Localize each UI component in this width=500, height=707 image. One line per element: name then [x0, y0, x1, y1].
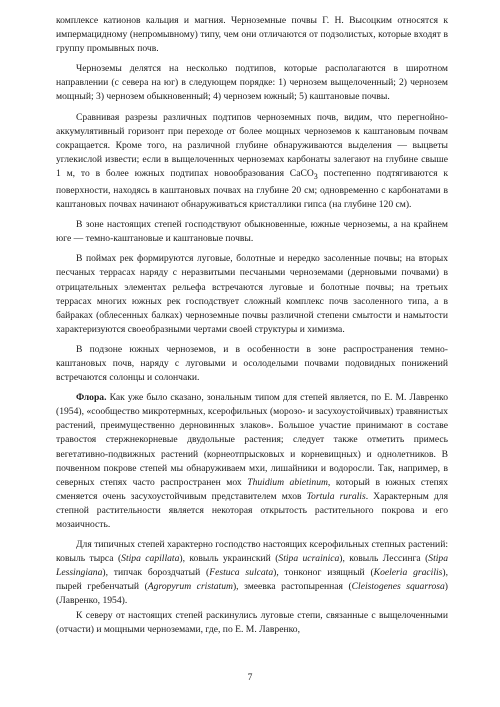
- paragraph: [56, 218, 448, 246]
- text-run: ), ковыль украинский (: [179, 553, 279, 565]
- text-run: Как уже было сказано, зональным типом для степей является, по Е. М. Лавренко (1954), «сообщество микротермных, ксерофильных (морозо- и засухоустойчивых) травянистых растений, преимущественно дерновинных злаков». Большое участие принимают в составе травостоя стержнекорневые двудольные растения; следует также отметить примесь вегетативно-подвижных растений (корнеотпрысковых и корневищных) и однолетников. В почвенном покрове степей мы обнаруживаем мхи, лишайники и водоросли. Так, например, в северных степях часто распространен мох: [56, 392, 448, 488]
- text-run: . Характерным для степной растительности является некоторая открытость растительного покрова и его мозаичность.: [56, 490, 448, 530]
- text-run: В поймах рек формируются луговые, болотные и нередко засоленные почвы; на вторых песчаных террасах наряду с неразвитыми песчаными черноземами (дерновыми почвами) в отрицательных элементах рельефа встречаются луговые и болотные почвы; на третьих террасах многих южных рек господствует сложный комплекс почв засоленного типа, а в байраках (облесенных балках) черноземные почвы различной степени смытости и намытости характеризуются своеобразными чертами своей структуры и химизма.: [56, 253, 448, 335]
- page-number: 7: [247, 672, 253, 683]
- text-run: ), типчак бороздчатый (: [102, 567, 210, 579]
- latin-name: Agropyrum cristatum: [147, 581, 233, 593]
- paragraph: [56, 343, 448, 385]
- text-run: ), ковыль Лессинга (: [339, 553, 429, 565]
- text-run: , который в южных степях сменяется очень засухоустойчивым представителем мхов: [56, 476, 448, 502]
- text-run: ), пырей гребенчатый (: [56, 567, 448, 593]
- text-run: ) (Лавренко, 1954).: [56, 581, 448, 607]
- text-run: Сравнивая разрезы различных подтипов черноземных почв, видим, что перегнойно-аккумулятивный горизонт при переходе от более мощных черноземов к каштановым почвам сокращается. Кроме того, на различной глубине обнаруживаются выделения — выцветы углекислой извести; если в выщелоченных черноземах карбонаты залегают на глубине свыше 1 м, то в более южных подтипах новообразования CaCO: [56, 111, 448, 179]
- text-run: комплексе катионов кальция и магния. Черноземные почвы Г. Н. Высоцким относятся к импермацидному (непромывному) типу, чем они отличаются от подзолистых, которые входят в группу промывных почв.: [56, 15, 448, 55]
- latin-name: Thuidium abietinum: [247, 476, 328, 488]
- paragraph: [56, 252, 448, 337]
- paragraph: [56, 111, 448, 213]
- paragraph: [56, 391, 448, 532]
- latin-name: Koeleria gracilis: [373, 567, 443, 579]
- latin-name: Cleistogenes squarrosa: [351, 581, 445, 593]
- paragraph: [56, 14, 448, 56]
- text-run: Черноземы делятся на несколько подтипов, которые располагаются в широтном направлении (с севера на юг) в следующем порядке: 1) чернозем выщелоченный; 2) чернозем мощный; 3) чернозем обыкновенный; 4) чернозем южный; 5) каштановые почвы.: [56, 63, 448, 103]
- text-run: В подзоне южных черноземов, и в особенности в зоне распространения темно-каштановых почв, наряду с луговыми и осолоделыми почвами подовидных понижений встречаются солонцы и солончаки.: [56, 343, 448, 384]
- paragraph: [56, 609, 448, 637]
- latin-name: Tortula ruralis: [306, 490, 366, 502]
- latin-name: Festuca sulcata: [209, 567, 274, 579]
- latin-name: Stipa Lessingiana: [56, 553, 449, 579]
- body-text: [56, 14, 448, 637]
- section-heading: Флора.: [76, 392, 107, 404]
- latin-name: Stipa ucrainica: [278, 553, 340, 565]
- subscript: 3: [313, 171, 318, 181]
- text-run: В зоне настоящих степей господствуют обыкновенные, южные черноземы, а на крайнем юге — темно-каштановые и каштановые почвы.: [56, 219, 448, 245]
- latin-name: Stipa capillata: [121, 553, 180, 565]
- paragraph: [56, 62, 448, 104]
- paragraph: [56, 538, 448, 608]
- text-run: К северу от настоящих степей раскинулись луговые степи, связанные с выщелоченными (отчасти) и мощными черноземами, где, по Е. М. Лавренко,: [56, 609, 448, 635]
- text-run: ), тонконог изящный (: [273, 567, 374, 579]
- text-run: ), змеевка растопыренная (: [232, 581, 352, 593]
- text-run: постепенно подтягиваются к поверхности, находясь в каштановых почвах на глубине 20 см; одновременно с карбонатами в каштановых почвах начинают обнаруживаться кристаллики гипса (на глубине 120 см).: [56, 167, 448, 211]
- text-run: Для типичных степей характерно господство настоящих ксерофильных степных растений: ковыль тырса (: [56, 539, 448, 565]
